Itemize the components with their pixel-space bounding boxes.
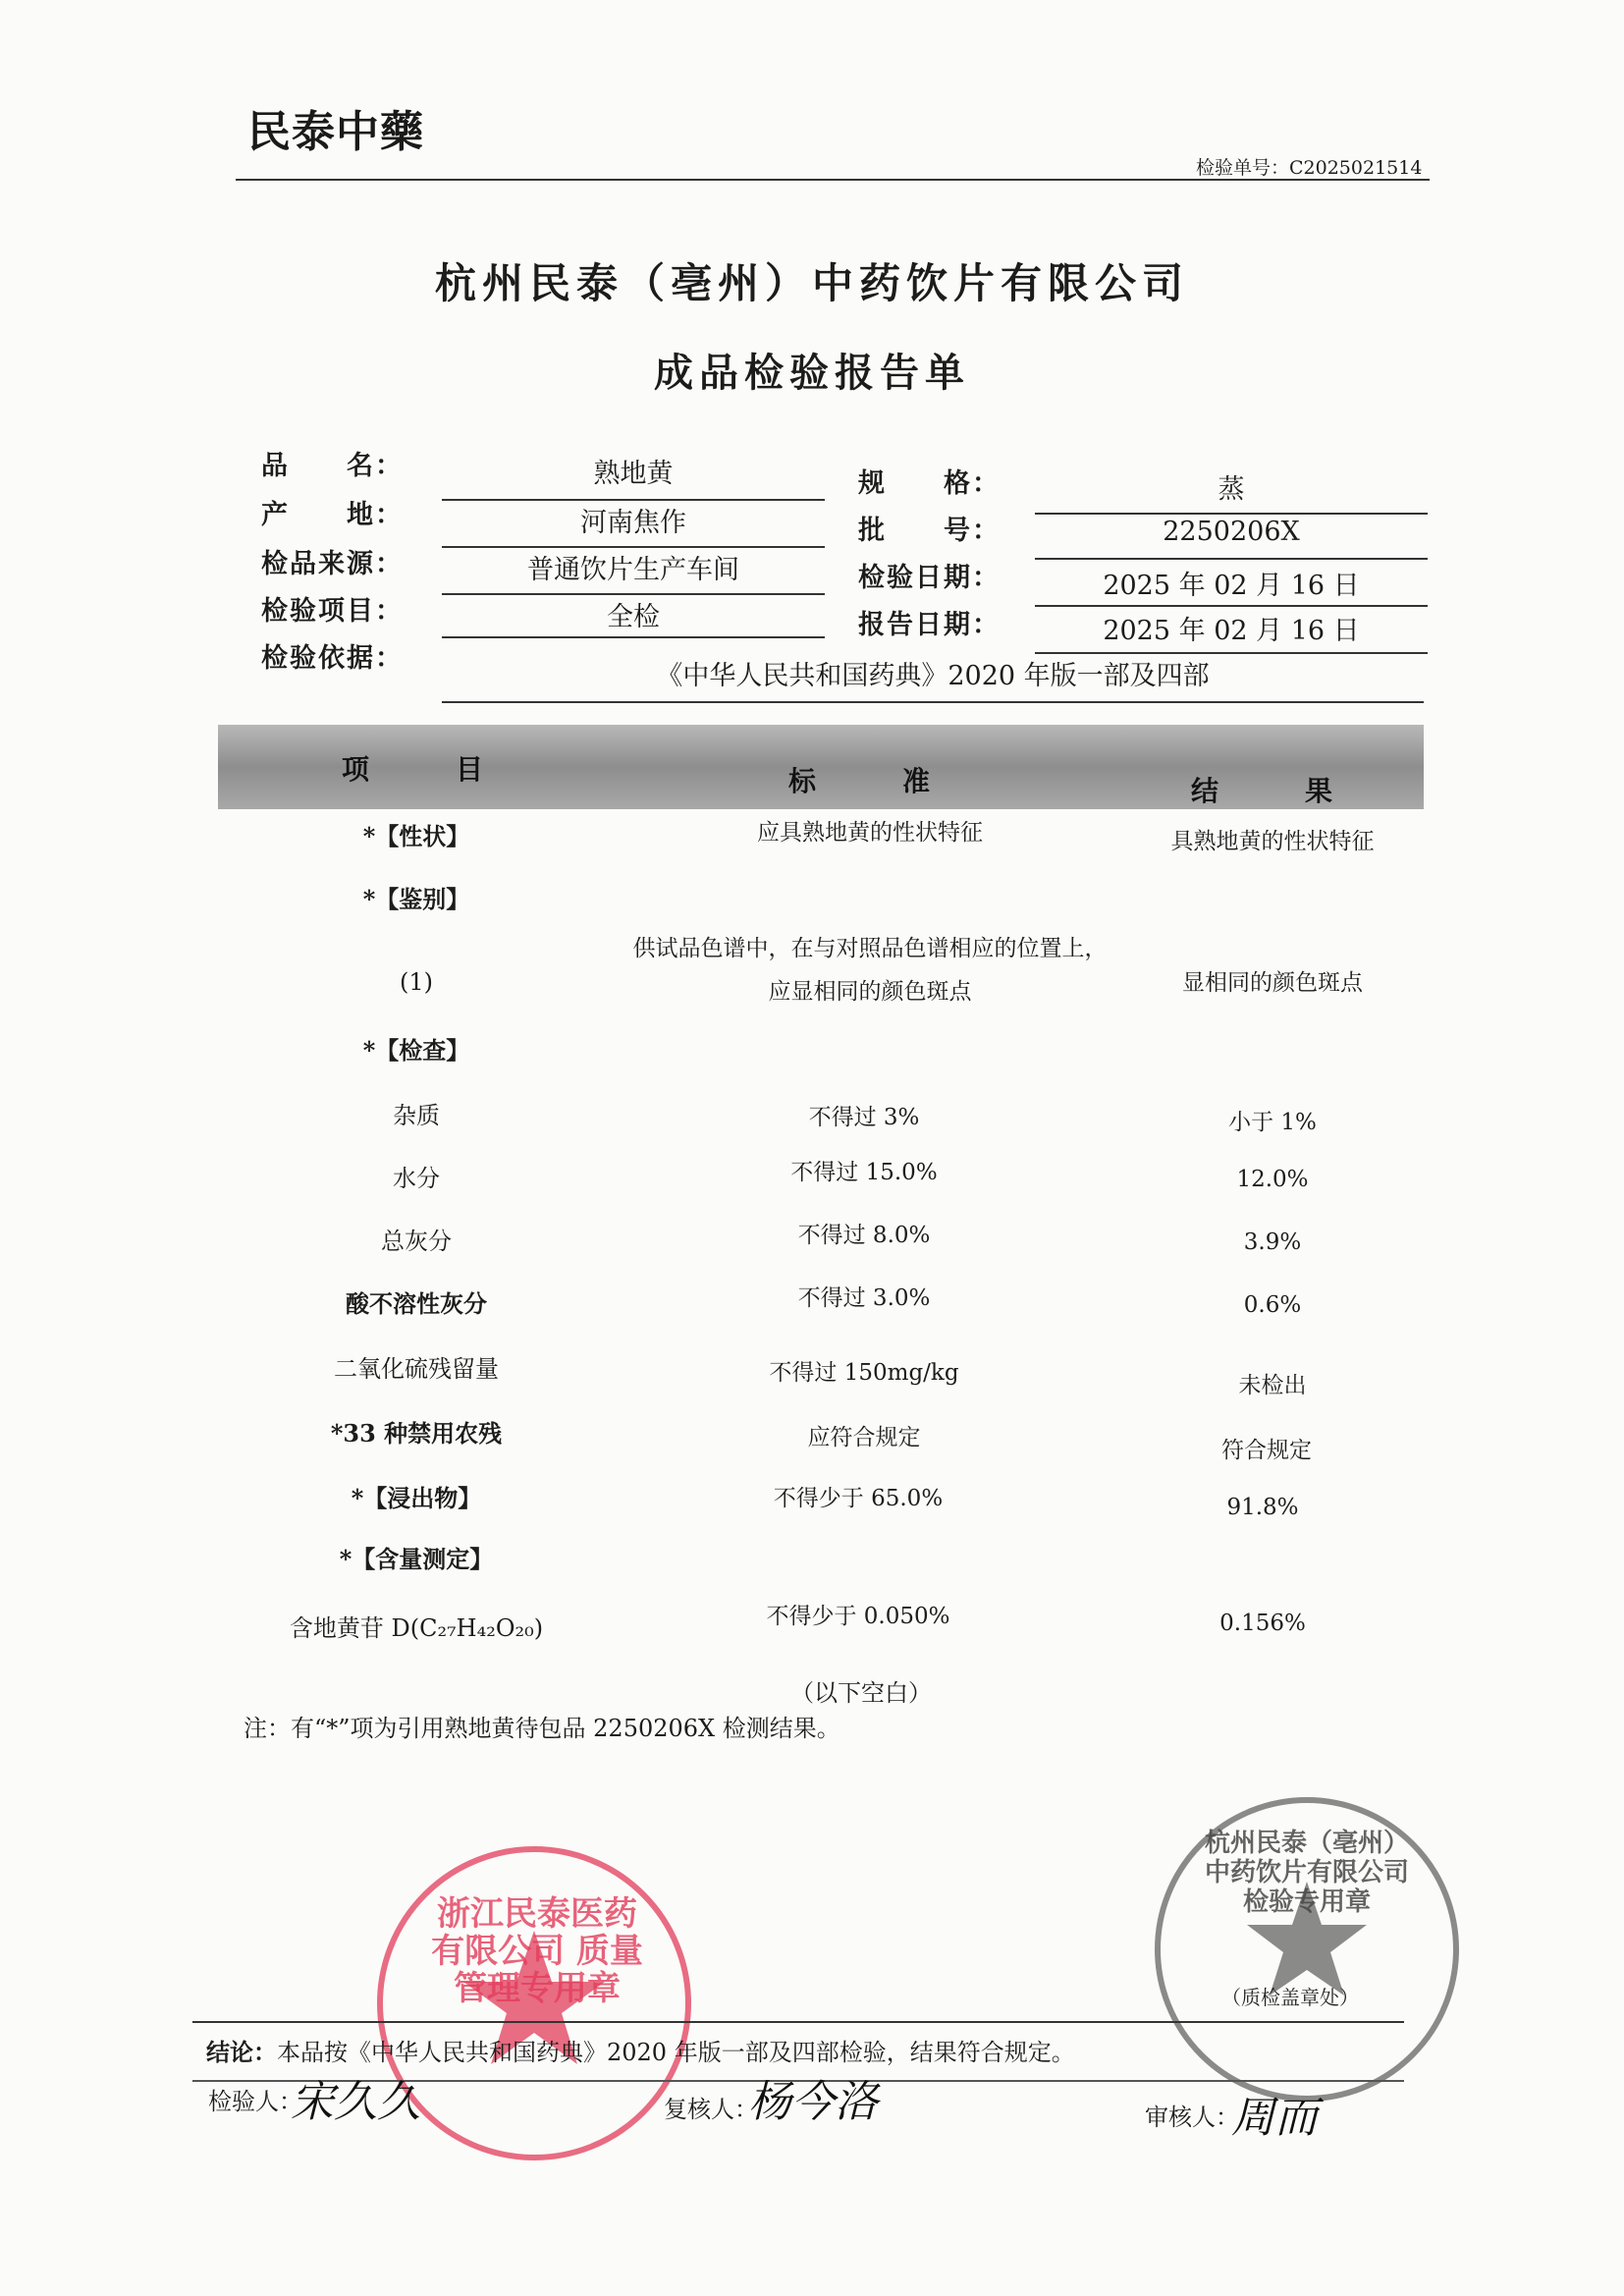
row-result: 未检出 <box>1238 1373 1307 1398</box>
basis-underline <box>442 701 1424 703</box>
conclusion-text: 本品按《中华人民共和国药典》2020 年版一部及四部检验，结果符合规定。 <box>277 2039 1075 2066</box>
test-date-underline <box>1035 605 1428 607</box>
conclusion-label: 结论： <box>206 2038 277 2066</box>
reviewer-signature: 杨今洛 <box>748 2077 878 2127</box>
company-logo: 民泰中藥 <box>247 107 424 157</box>
row-result: 0.156% <box>1219 1611 1306 1636</box>
source-label: 检品来源： <box>261 549 404 579</box>
row-item: 总灰分 <box>381 1228 452 1255</box>
company-name: 杭州民泰（亳州）中药饮片有限公司 <box>434 259 1189 307</box>
row-result: 12.0% <box>1236 1167 1309 1192</box>
row-item: *【浸出物】 <box>351 1484 482 1512</box>
table-header-item: 项 目 <box>341 753 513 786</box>
row-result: 符合规定 <box>1221 1438 1312 1463</box>
spec-value: 蒸 <box>1218 474 1245 505</box>
test-date-value: 2025 年 02 月 16 日 <box>1103 571 1360 601</box>
row-item: *【性状】 <box>362 822 470 850</box>
row-item: 酸不溶性灰分 <box>346 1289 487 1318</box>
item-underline <box>442 636 825 638</box>
table-header-result: 结 果 <box>1190 775 1362 807</box>
item-label: 检验项目： <box>261 596 404 627</box>
page-title: 成品检验报告单 <box>654 350 970 396</box>
item-value: 全检 <box>607 602 660 632</box>
row-standard: 不得少于 0.050% <box>766 1604 950 1629</box>
red-seal-text: 浙江民泰医药有限公司 质量管理专用章 <box>431 1894 643 2008</box>
spec-underline <box>1035 513 1428 515</box>
row-result: 0.6% <box>1243 1292 1302 1318</box>
footnote: 注：有“*”项为引用熟地黄待包品 2250206X 检测结果。 <box>244 1715 840 1742</box>
batch-underline <box>1035 558 1428 560</box>
row-standard: 应具熟地黄的性状特征 <box>757 820 983 846</box>
row-item: 含地黄苷 D(C₂₇H₄₂O₂₀) <box>289 1614 544 1642</box>
row-standard: 不得过 8.0% <box>797 1223 931 1248</box>
gray-seal-subtext: （质检盖章处） <box>1221 1986 1359 2009</box>
row-item: *【检查】 <box>362 1036 470 1065</box>
row-standard: 不得过 3% <box>808 1105 920 1130</box>
batch-label: 批 号： <box>858 516 1001 546</box>
row-standard: 不得过 3.0% <box>797 1285 931 1311</box>
source-value: 普通饮片生产车间 <box>527 555 739 585</box>
spec-label: 规 格： <box>858 468 1001 499</box>
approver-label: 审核人： <box>1145 2104 1239 2131</box>
origin-label: 产 地： <box>261 500 404 530</box>
row-item: *33 种禁用农残 <box>330 1419 503 1448</box>
origin-value: 河南焦作 <box>580 508 686 538</box>
row-result: 91.8% <box>1226 1495 1299 1520</box>
row-item: 水分 <box>393 1165 440 1192</box>
row-result: 3.9% <box>1243 1230 1302 1255</box>
basis-value: 《中华人民共和国药典》2020 年版一部及四部 <box>656 661 1210 691</box>
report-date-value: 2025 年 02 月 16 日 <box>1103 616 1360 646</box>
row-result: 具熟地黄的性状特征 <box>1170 829 1375 854</box>
header-divider <box>236 179 1430 181</box>
basis-label: 检验依据： <box>261 643 404 674</box>
approver-signature: 周而 <box>1231 2093 1318 2143</box>
row-item: (1) <box>400 968 433 996</box>
reviewer-label: 复核人： <box>664 2096 758 2123</box>
report-date-label: 报告日期： <box>858 610 1001 640</box>
row-result: 小于 1% <box>1228 1110 1317 1135</box>
inspector-signature: 宋久久 <box>291 2077 420 2127</box>
row-item: 二氧化硫残留量 <box>334 1355 499 1383</box>
row-item: 杂质 <box>393 1102 440 1129</box>
table-header-standard: 标 准 <box>787 765 959 797</box>
row-standard: 不得少于 65.0% <box>773 1486 944 1511</box>
inspector-label: 检验人： <box>208 2088 302 2115</box>
row-standard: 供试品色谱中，在与对照品色谱相应的位置上，应显相同的颜色斑点 <box>632 936 1108 1005</box>
row-result: 显相同的颜色斑点 <box>1182 970 1363 996</box>
product-value: 熟地黄 <box>593 459 674 489</box>
report-number: 检验单号：C2025021514 <box>1196 157 1423 179</box>
conclusion <box>206 2033 1075 2067</box>
gray-seal-text: 杭州民泰（亳州）中药饮片有限公司 检验专用章 <box>1204 1829 1409 1917</box>
row-standard: 不得过 150mg/kg <box>769 1360 959 1386</box>
row-item: *【鉴别】 <box>362 885 470 913</box>
product-label: 品 名： <box>261 451 404 481</box>
batch-value: 2250206X <box>1163 517 1300 547</box>
blank-below-note: （以下空白） <box>790 1679 932 1707</box>
test-date-label: 检验日期： <box>858 563 1001 593</box>
row-standard: 应符合规定 <box>807 1425 921 1450</box>
conclusion-divider <box>192 2021 1404 2023</box>
row-standard: 不得过 15.0% <box>790 1160 938 1185</box>
row-item: *【含量测定】 <box>339 1545 494 1573</box>
